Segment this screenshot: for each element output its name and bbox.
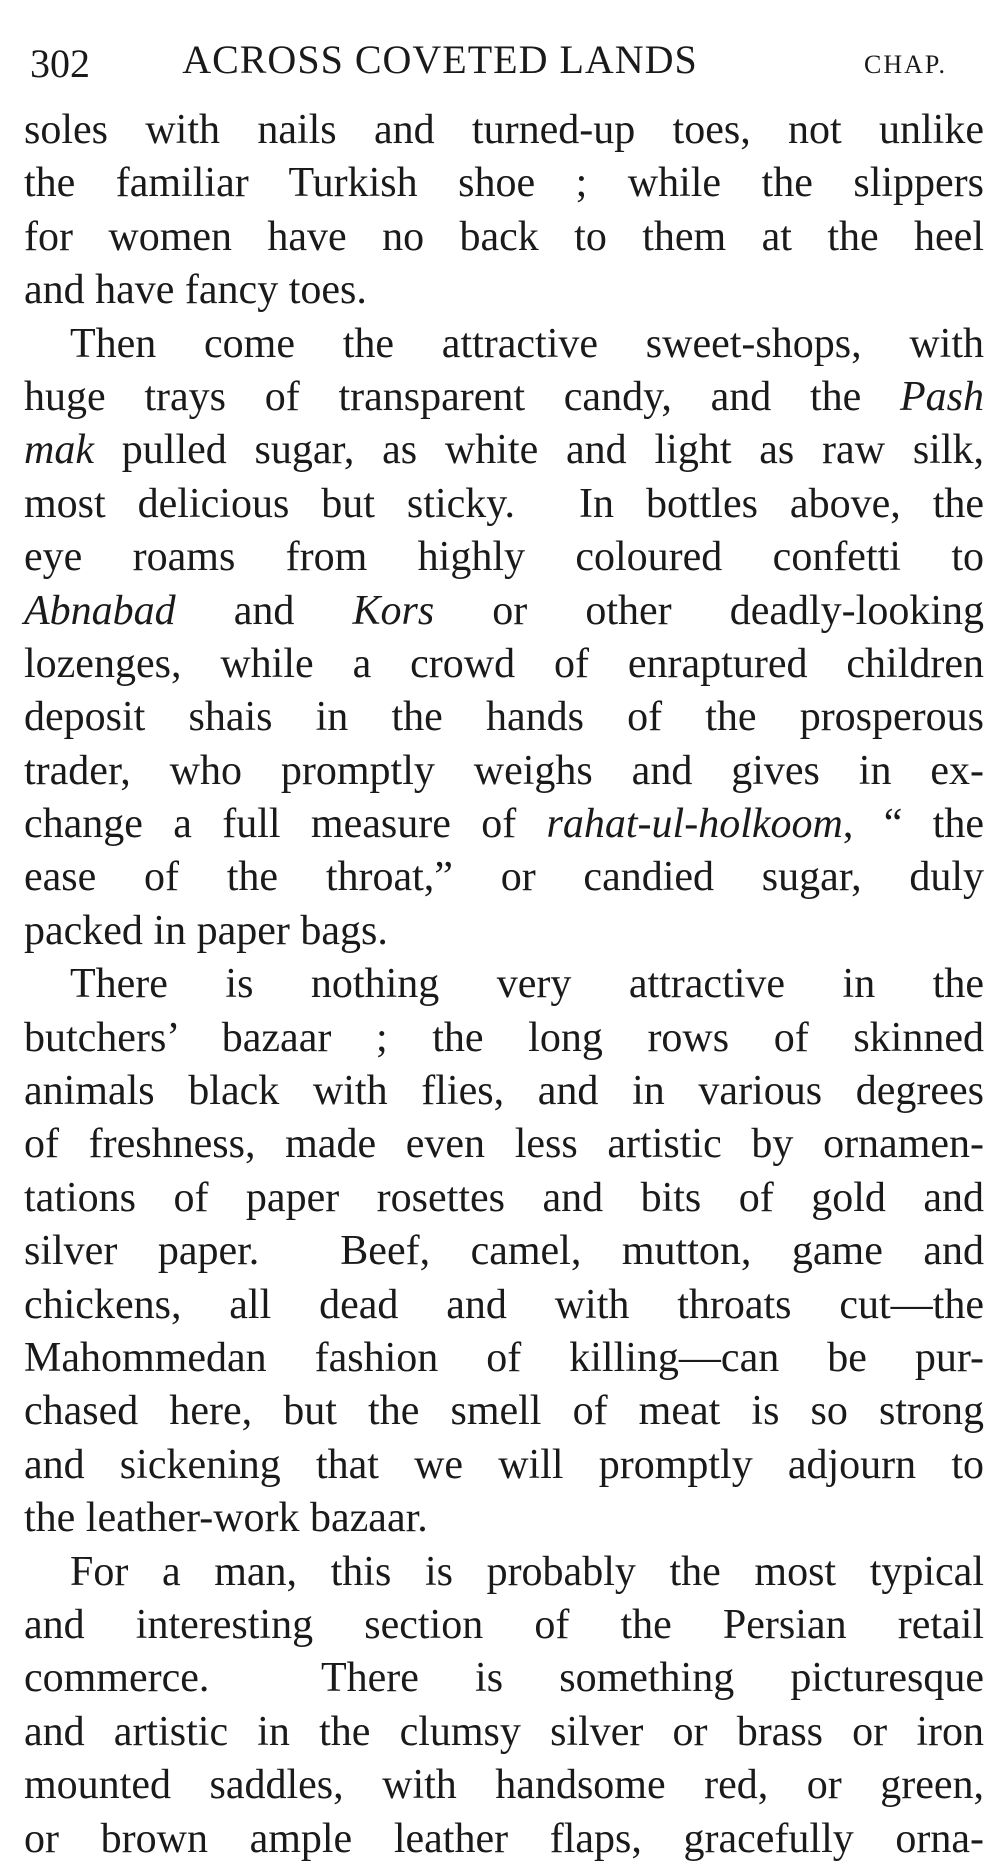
text-line: [24, 798, 984, 851]
text-run: pulled sugar, as white and light as raw silk,: [93, 427, 984, 474]
page-number: 302: [30, 41, 90, 86]
text-run: change a full measure of: [24, 801, 547, 848]
text-run: or brown ample leather flaps, gracefully orna-: [24, 1815, 984, 1862]
text-line: [24, 745, 984, 798]
text-run: lozenges, while a crowd of enraptured children: [24, 640, 984, 687]
italic-text: rahat-ul-holkoom: [546, 801, 843, 848]
text-run: For a man, this is probably the most typical: [70, 1548, 984, 1595]
text-line: [24, 1332, 984, 1385]
text-line: [24, 1759, 984, 1812]
text-run: most delicious but sticky. In bottles above, the: [24, 480, 984, 527]
text-run: and: [175, 587, 353, 634]
text-line: [24, 1652, 984, 1705]
italic-text: Kors: [352, 587, 435, 634]
text-run: for women have no back to them at the heel: [24, 213, 984, 260]
text-line: [24, 1492, 984, 1545]
text-run: the leather-work bazaar.: [24, 1495, 428, 1542]
text-line: [24, 371, 984, 424]
running-title: ACROSS COVETED LANDS: [182, 37, 698, 82]
body-text: [24, 104, 984, 1866]
text-run: and artistic in the clumsy silver or brass or iron: [24, 1708, 984, 1755]
text-line: [24, 1118, 984, 1171]
text-run: and have fancy toes.: [24, 267, 367, 314]
text-line: [24, 157, 984, 210]
text-run: animals black with flies, and in various degrees: [24, 1068, 984, 1115]
text-run: huge trays of transparent candy, and the: [24, 373, 900, 420]
text-line: [24, 1706, 984, 1759]
text-line: [24, 1225, 984, 1278]
text-line: [24, 905, 984, 958]
text-line: [24, 211, 984, 264]
text-run: of freshness, made even less artistic by ornamen-: [24, 1121, 984, 1168]
text-run: butchers’ bazaar ; the long rows of skinned: [24, 1014, 984, 1061]
text-run: silver paper. Beef, camel, mutton, game and: [24, 1228, 984, 1275]
text-line: [24, 531, 984, 584]
italic-text: mak: [24, 427, 94, 474]
text-line: [24, 585, 984, 638]
text-run: the familiar Turkish shoe ; while the slippers: [24, 160, 984, 207]
text-line: [24, 104, 984, 157]
text-line: [24, 1279, 984, 1332]
text-line: [24, 1385, 984, 1438]
text-run: Then come the attractive sweet-shops, with: [70, 320, 984, 367]
text-run: and sickening that we will promptly adjourn to: [24, 1441, 984, 1488]
text-run: mounted saddles, with handsome red, or green,: [24, 1762, 984, 1809]
text-line: [24, 1546, 984, 1599]
text-run: chickens, all dead and with throats cut—the: [24, 1281, 984, 1328]
text-line: [24, 1012, 984, 1065]
text-run: tations of paper rosettes and bits of gold and: [24, 1174, 984, 1221]
text-run: ease of the throat,” or candied sugar, duly: [24, 854, 984, 901]
text-line: [24, 851, 984, 904]
text-line: [24, 478, 984, 531]
text-run: eye roams from highly coloured confetti to: [24, 534, 984, 581]
text-line: [24, 958, 984, 1011]
page-header: [0, 28, 1000, 88]
text-line: [24, 691, 984, 744]
chapter-label: CHAP.: [864, 50, 947, 79]
text-line: [24, 1813, 984, 1866]
text-line: [24, 424, 984, 477]
text-line: [24, 1172, 984, 1225]
text-run: and interesting section of the Persian retail: [24, 1601, 984, 1648]
text-run: packed in paper bags.: [24, 907, 388, 954]
italic-text: Abnabad: [24, 587, 176, 634]
text-run: commerce. There is something picturesque: [24, 1655, 984, 1702]
text-run: soles with nails and turned-up toes, not unlike: [24, 107, 984, 153]
text-run: There is nothing very attractive in the: [70, 961, 984, 1008]
text-line: [24, 1065, 984, 1118]
text-run: or other deadly-looking: [434, 587, 984, 634]
text-run: deposit shais in the hands of the prosperous: [24, 694, 984, 741]
text-line: [24, 318, 984, 371]
text-run: , “ the: [842, 801, 984, 848]
text-run: trader, who promptly weighs and gives in ex-: [24, 747, 984, 794]
text-run: Mahommedan fashion of killing—can be pur-: [24, 1334, 984, 1381]
text-line: [24, 1439, 984, 1492]
italic-text: Pash: [900, 373, 984, 420]
text-run: chased here, but the smell of meat is so strong: [24, 1388, 984, 1435]
text-line: [24, 264, 984, 317]
text-line: [24, 638, 984, 691]
text-line: [24, 1599, 984, 1652]
